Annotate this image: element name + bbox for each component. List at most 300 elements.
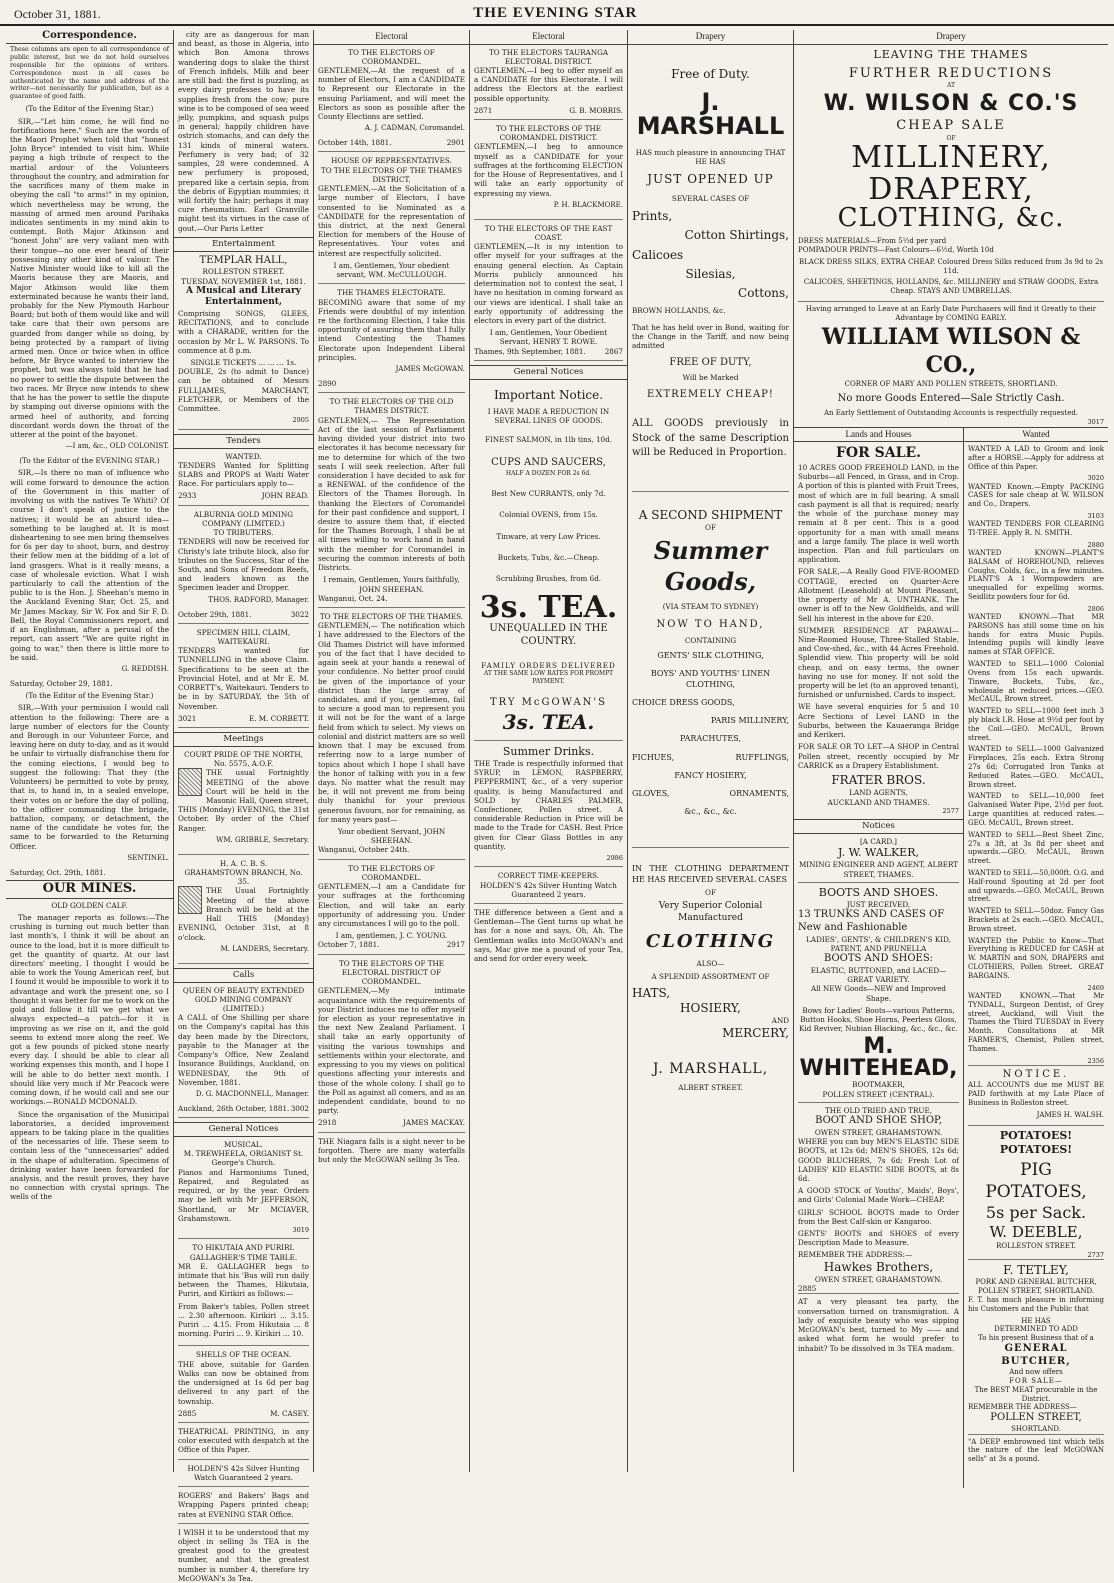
notice-title: NOTICE. bbox=[968, 1065, 1104, 1082]
prints-line: Prints, bbox=[632, 208, 673, 223]
correspondence-heading: Correspondence. bbox=[6, 30, 173, 44]
mines-report: The manager reports as follows:—The crushing is turning out much better than last month's, I think it will be about an ounce to the load, but it is more difficult to get the quantity of quartz. At our last directors' meeting, I thought I would be able to work the Young American reef, but I found it would be impossible to work it to advantage and work the present one, so I thought it was better for me to work on the gold and follow it till we get what we always expected—a patch—for it is improving as we rise on it, and the gold seems to extend more along the reef. We got a few pounds of picked stone nearly every day. I should be able to clear all working expenses this month, and I hope I will be able to do better next month. I should like very much if Mr Peacock were coming down, if he would call and see our workings.—RONALD MCDONALD. bbox=[10, 912, 169, 1107]
mcgowan-notice-ad bbox=[474, 388, 623, 741]
young-signature: I am, gentlemen, J. C. YOUNG. bbox=[335, 931, 448, 941]
remember-address-2: REMEMBER THE ADDRESS— bbox=[968, 1403, 1077, 1412]
young-title: TO THE ELECTORS OF COROMANDEL. bbox=[348, 863, 435, 882]
wanted-label: WANTED. bbox=[225, 451, 262, 461]
ad-number: 2905 bbox=[292, 416, 309, 425]
morris-ad bbox=[474, 48, 623, 121]
land-agents: LAND AGENTS, bbox=[849, 788, 908, 798]
now-to-hand: NOW TO HAND, bbox=[656, 619, 765, 631]
rowe-signature: I am, Gentlemen, Your Obedient Servant, HENRY T. ROWE. bbox=[489, 328, 608, 347]
sheehan-old-thames-date: Wanganui, Oct. 24. bbox=[318, 593, 388, 603]
sheehan-old-thames-text: GENTLEMEN,— The Representation Act of the last session of Parliament having divided your district into two electorates it has become necessary for me to determine for which of the two seats I will seek reelection. After full consideration I have decided to ask for a RENEWAL of the confidence of the Electors of the Thames Borough. In thanking the Electors of Coromandel for their past confidence and support, I desire to assure them that, if elected for the Thames Borough, I shall be at all times willing to work hand in hand with the member for Coromandel in securing the common interests of both Districts. bbox=[318, 415, 465, 573]
sheet-zinc-ad: WANTED to SELL—Best Sheet Zinc, 27s a 3ft, at 3s 8d per sheet and upwards.—GEO. McCAUL, Brown street. bbox=[968, 830, 1104, 866]
time-keepers-ad bbox=[474, 871, 623, 904]
will-be-marked: Will be Marked bbox=[682, 373, 739, 383]
cadman-date: October 14th, 1881. bbox=[318, 138, 392, 148]
musical-label: MUSICAL. bbox=[224, 1140, 263, 1150]
ad-number: 2871 bbox=[474, 105, 493, 115]
clothing-script: CLOTHING bbox=[645, 931, 776, 953]
william-wilson-name: WILLIAM WILSON & CO., bbox=[821, 324, 1081, 379]
superior-colonial: Very Superior Colonial Manufactured bbox=[658, 901, 763, 923]
letter2-date: Saturday, October 29, 1881. bbox=[10, 678, 113, 688]
hacbs-text: THE Usual Fortnightly Meeting of the above Branch will be held at the Hall THIS (Monday) EVENING, October 31st, at 8 o'clock. bbox=[178, 886, 309, 942]
gents-silk-clothing: GENTS' SILK CLOTHING, bbox=[657, 651, 764, 661]
shortland: SHORTLAND. bbox=[1011, 1424, 1061, 1433]
auckland-thames: AUCKLAND AND THAMES. bbox=[827, 797, 930, 807]
morris-signature: G. B. MORRIS. bbox=[569, 105, 623, 115]
wilson-ad bbox=[794, 30, 1108, 427]
templar-hall-title: TEMPLAR HALL, bbox=[199, 254, 288, 266]
tetley-address: POLLEN STREET, SHORTLAND. bbox=[977, 1287, 1095, 1296]
harp-emblem-icon bbox=[178, 886, 202, 914]
general-notices-heading: General Notices bbox=[174, 1122, 313, 1137]
ad-number: 2885 bbox=[178, 1408, 197, 1418]
tetley-informing: F. T. has much pleasure in informing his Customers and the Public that bbox=[968, 1295, 1104, 1313]
rowe-date: Thames, 9th September, 1881. bbox=[474, 346, 586, 356]
time-keepers-title: CORRECT TIME-KEEPERS. bbox=[497, 871, 600, 881]
galvanized-fireplaces-ad: WANTED to SELL—1000 Galvanized Fireplaces, 25s each. Extra Strong 27s 6d; Corrugated Iron Tanks at Reduced Rates.—GEO. McCAUL, Brown street. bbox=[968, 745, 1104, 789]
ad-number: 2577 bbox=[942, 806, 959, 815]
boys-linen-clothing: BOYS' AND YOUTHS' LINEN CLOTHING, bbox=[650, 669, 771, 689]
boots-and-shoes-title: BOOTS AND SHOES. bbox=[818, 885, 939, 899]
second-shipment: A SECOND SHIPMENT bbox=[638, 507, 783, 522]
all-new-goods: All NEW Goods—NEW and Improved Shape. bbox=[810, 984, 947, 1003]
ad-number: 2933 bbox=[178, 491, 197, 501]
family-orders: FAMILY ORDERS DELIVERED bbox=[481, 660, 616, 670]
pork-butcher: PORK AND GENERAL BUTCHER, bbox=[975, 1278, 1097, 1287]
calicoes-sheetings: CALICOES, SHEETINGS, HOLLANDS, &c. MILLINERY and STRAW GOODS, Extra Cheap. STAYS AND UMBRELLAS. bbox=[803, 278, 1099, 296]
no-more-goods: No more Goods Entered—Sale Strictly Cash. bbox=[837, 392, 1065, 404]
ad-number: 3019 bbox=[292, 1225, 309, 1234]
cadman-title: TO THE ELECTORS OF COROMANDEL. bbox=[348, 47, 435, 66]
old-tried-true: THE OLD TRIED AND TRUE, bbox=[825, 1105, 932, 1115]
marshall-name: J. MARSHALL bbox=[636, 87, 785, 140]
hosiery-line: HOSIERY, bbox=[680, 1001, 741, 1016]
summer-drinks-text: THE Trade is respectfully informed that SYRUP, in LEMON, RASPBERRY, PEPPERMINT, &c., of a very superior quality, is being Manufactured and SOLD by CHARLES PALMER, Confectioner, Pollen street. A considerable Reduction in Price will be made to the Trade for CASH. Best Price given for Clear Glass Bottles in any quantity. bbox=[474, 758, 623, 851]
walsh-accounts-notice: ALL ACCOUNTS due me MUST BE PAID forthwith at my Late Place of Business in Rolleston street. bbox=[968, 1081, 1104, 1108]
water-pipe-ad: WANTED to SELL—10,000 feet Galvanised Water Pipe, 2½d per foot. Large quantities at reduced rates.—GEO. McCAUL, Brown street. bbox=[968, 792, 1104, 827]
letter1-body: SIR,—"Let him come, he will find no fortifications here." Such are the words of the Maori Prophet when told that "honest John Bryce" intended to visit him. While paying a high tribute of respect to the martial ardour of the Volunteers throughout the country, and admiration for the sacrifices many of them make in obeying the call "to arms!" in my opinion, which nevertheless may be wrong, the massing of armed men around Parihaka indicates sentiments in my mind akin to contempt. Both Major Atkinson and "honest John" are very valiant men with their tongue—no one ever heard of their possessing any other kind of valour. The Native Minister would like to kill all the Maoris because they are Maoris, and Major Atkinson would like them exterminated because he wants their land, probably for the New Plymouth Harbour Board; but both of them would like and will take care that their own persons are guarded from danger while so doing, by being protected by a rampart of living armed men. Once or twice when in office before, Mr Bryce wanted to interview the prophet, but was always told that he had no power to settle the dispute between the two races. Mr Bryce now intends to shew that he has the power to settle the dispute by stamping out diverse opinions with the armed heel of authority, and forcing discordant words down the throat of the utterer at the point of the bayonet. bbox=[10, 116, 169, 440]
ladies-gents-children: LADIES', GENTS', & CHILDREN'S KID, PATENT, AND PRUNELLA bbox=[806, 934, 951, 953]
rolleston-street: ROLLESTON STREET. bbox=[996, 1242, 1076, 1251]
sheehan-thames-text: GENTLEMEN,— The notification which I have addressed to the Electors of the Old Thames District will have informed you of the fact that I have decided to again seek at your hands a renewal of your confidence. No better proof could be given of the importance of your district than the large array of candidates, and if you, gentlemen, fail to secure a good man to represent you it will not be for the want of a large field from which to select. My views on colonial and district matters are so well known that I may be excused from referring now to a large number of topics about which I hope I shall have the honor of talking with you in a few days. No matter what the result may be, it will not prevent me from being duly thankful for your previous generous favours, nor for remaining, as for many years past— bbox=[318, 621, 465, 824]
specimen-hill-text: TENDERS wanted for TUNNELLING in the above Claim. Specifications to be seen at the Provincial Hotel, and at Mr E. M. CORBETT's, Waitekauri. Tenders to be in by SATURDAY, the 5th of November. bbox=[178, 646, 309, 711]
wanted-heading: Wanted bbox=[964, 428, 1108, 442]
tetley-name: F. TETLEY, bbox=[968, 1259, 1104, 1278]
hikutaia-bus-ad bbox=[178, 1243, 309, 1346]
blackmore-title: TO THE ELECTORS OF THE COROMANDEL DISTRICT. bbox=[495, 124, 602, 143]
present-business: To his present Business that of a bbox=[978, 1334, 1094, 1343]
mens-boots-prices: WHERE you can buy MEN'S ELASTIC SIDE BOOTS, at 12s 6d; MEN'S SHOES, 12s 6d; GOOD BLUCHERS, 7s 6d; Fresh Lot of LADIES' KID ELASTIC SIDE BOOTS, at 8s 6d. bbox=[798, 1137, 959, 1183]
ad-number: 3021 bbox=[178, 713, 197, 723]
column-electoral-1 bbox=[314, 30, 470, 1472]
bootmaker-label: BOOTMAKER, bbox=[852, 1080, 905, 1090]
walker-details: MINING ENGINEER AND AGENT, ALBERT STREET, THAMES. bbox=[798, 860, 959, 882]
family-orders-terms: AT THE SAME LOW RATES FOR PROMPT PAYMENT. bbox=[483, 670, 614, 685]
five-roomed-cottage-ad: FOR SALE,—A Really Good FIVE-ROOMED COTTAGE, erected on Quarter-Acre Allotment (Leasehold) at Mount Pleasant, the property of Mr A. UNTHANK. The owner is off to the New Goldfields, and will Sell his interest in the above for £20. bbox=[798, 567, 959, 623]
further-reductions: FURTHER REDUCTIONS bbox=[848, 65, 1054, 81]
important-notice-title: Important Notice. bbox=[493, 387, 604, 402]
blackmore-text: GENTLEMEN,—I beg to announce myself as a CANDIDATE for your suffrages at the forthcoming ELECTION for the House of Representatives, and I will take an early opportunity of expressing my views. bbox=[474, 142, 623, 198]
whitehead-name: M. WHITEHEAD, bbox=[799, 1034, 958, 1082]
electoral-heading-2: Electoral bbox=[470, 30, 627, 45]
via-steam: (VIA STEAM TO SYDNEY) bbox=[662, 601, 759, 611]
gents-boots-measure: GENTS' BOOTS and SHOES of every Description Made to Measure. bbox=[798, 1229, 959, 1248]
lower-columns bbox=[794, 427, 1108, 1488]
cups-line: CUPS AND SAUCERS, bbox=[491, 456, 606, 468]
paris-millinery: PARIS MILLINERY, bbox=[710, 716, 789, 726]
acre-sections-ad: WE have several enquiries for 5 and 10 Acre Sections of Level LAND in the Suburbs, between the Kauaeranga Bridge and Kerikeri. bbox=[798, 702, 959, 740]
albert-street: ALBERT STREET. bbox=[678, 1082, 743, 1092]
tender-slabs-ad bbox=[178, 452, 309, 506]
electoral-heading: Electoral bbox=[314, 30, 469, 45]
currants-line: Best New CURRANTS, only 7d. bbox=[491, 489, 606, 499]
fichues-ruffling: FICHUES, RUFFLINGS, bbox=[632, 752, 789, 762]
morris-text: GENTLEMEN,—I beg to offer myself as a CANDIDATE for this Electorate. I will address the Electors at the earliest possible opportunity. bbox=[474, 65, 623, 103]
letter3-date: Saturday, Oct. 29th, 1881. bbox=[10, 867, 106, 877]
deep-embrowned-tea-ad: "A DEEP embrowned tint which tells the nature of the leaf McGOWAN sells" at 3s a pound. bbox=[968, 1434, 1104, 1464]
queen-of-beauty-text: A CALL of One Shilling per share on the Company's capital has this day been made by the Directors, payable to the Manager at the Company's Office, New Zealand Insurance Buildings, Auckland, on WEDNESDAY, the 9th of November, 1881. bbox=[178, 1013, 309, 1087]
tender-slabs-text: TENDERS Wanted for Splitting SLABS and PROPS at Waiti Water Race. For particulars apply to— bbox=[178, 460, 309, 489]
hacbs-signature: M. LANDERS, Secretary. bbox=[220, 944, 309, 953]
alburnia-title: ALBURNIA GOLD MINING COMPANY (LIMITED.) bbox=[193, 509, 294, 528]
extremely-cheap: EXTREMELY CHEAP! bbox=[647, 388, 774, 400]
having-arranged: Having arranged to Leave at an Early Date Purchasers will find it Greatly to their Advantage by COMING EARLY. bbox=[798, 301, 1104, 323]
mines-subheading: OLD GOLDEN CALF. bbox=[51, 900, 128, 910]
ad-number: 3017 bbox=[1087, 418, 1104, 427]
summer-drinks-title: Summer Drinks. bbox=[502, 744, 595, 758]
ad-number: 2867 bbox=[604, 346, 623, 356]
specimen-hill-title: SPECIMEN HILL CLAIM, WAITEKAURI. bbox=[196, 627, 291, 646]
all-goods-reduced: ALL GOODS previously in Stock of the same Description will be Reduced in Proportion. bbox=[632, 417, 789, 492]
column-entertainment bbox=[174, 30, 314, 1583]
calls-heading: Calls bbox=[174, 968, 313, 983]
gloves-ornaments: GLOVES, ORNAMENTS, bbox=[632, 789, 789, 798]
alburnia-signature: THOS. RADFORD, Manager. bbox=[208, 595, 309, 604]
sheehan-old-thames-signature: I remain, Gentlemen, Yours faithfully, JOHN SHEEHAN. bbox=[323, 575, 460, 594]
single-tickets: SINGLE TICKETS ... ... ... 1s. bbox=[190, 358, 297, 368]
potatoes-heading: POTATOES! POTATOES! bbox=[968, 1125, 1104, 1157]
ad-number: 2986 bbox=[606, 854, 623, 863]
foresters-emblem-icon bbox=[178, 768, 202, 796]
wanted-lad-ad: WANTED A LAD to Groom and look after a HORSE.—Apply for address at Office of this Paper. bbox=[968, 444, 1104, 471]
ad-number: 2917 bbox=[446, 940, 465, 950]
letter1-signature: —I am, &c., OLD COLONIST. bbox=[65, 442, 169, 451]
cadman-ad bbox=[318, 48, 465, 153]
gent-tea-ad: THE difference between a Gent and a Gentleman—The Gent turns up what he has for a nose and says, Oh, Ah. The Gentleman walks into McGOWAN's and says, Mac give me a pound of your Tea, and send for order every week. bbox=[474, 908, 623, 964]
owen-street: OWEN STREET, GRAHAMSTOWN. bbox=[814, 1127, 943, 1137]
ad-number: 2918 bbox=[318, 1118, 337, 1128]
reduction-notice: I HAVE MADE A REDUCTION IN SEVERAL LINES OF GOODS. bbox=[487, 407, 610, 426]
tenders-heading: Tenders bbox=[174, 434, 313, 449]
etcetera: &c., &c., &c. bbox=[632, 807, 789, 848]
thames-electorate-title: THE THAMES ELECTORATE. bbox=[337, 288, 446, 298]
hikutaia-title: TO HIKUTAIA AND PURIRI. bbox=[192, 1243, 295, 1253]
tinware-line: Tinware, at very Low Prices. bbox=[496, 531, 601, 541]
queen-of-beauty-ad bbox=[178, 986, 309, 1119]
ad-number: 2737 bbox=[1087, 1251, 1104, 1260]
time-table-label: GALLAGHER'S TIME TABLE. bbox=[189, 1252, 298, 1262]
cups-price: HALF A DOZEN FOR 2s 6d. bbox=[505, 469, 592, 477]
thames-electorate-text: BECOMING aware that some of my Friends were doubtful of my intention re the forthcoming Election, I take this opportunity of assuring them that I fully intend Contesting the Thames Electorate upon Independent Liberal principles. bbox=[318, 297, 465, 362]
sheehan-thames-signature: Your obedient Servant, JOHN SHEEHAN. bbox=[337, 827, 446, 846]
specimen-hill-signature: E. M. CORBETT. bbox=[248, 713, 309, 723]
niagara-tea-ad: THE Niagara falls is a sight never to be forgotten. There are many waterfalls but only the McGOWAN selling 3s Tea. bbox=[318, 1136, 465, 1165]
court-pride-title: COURT PRIDE OF THE NORTH, No. 5575, A.O.F. bbox=[184, 749, 303, 769]
of-label-2: OF bbox=[705, 887, 716, 897]
morris-title: TO THE ELECTORS TAURANGA ELECTORAL DISTRICT. bbox=[488, 47, 609, 66]
bows-ladies-boots: Bows for Ladies' Boots—various Patterns, Button Hooks, Shoe Horns, Peerless Gloss, Kid Reviver, Nubian Blacking, &c., &c., &c. bbox=[799, 1005, 958, 1034]
musical-entertainment-title: A Musical and Literary Entertainment, bbox=[186, 285, 301, 308]
summer-residence-ad: SUMMER RESIDENCE AT PARAWAI—Nine-Roomed House, Three-Stalled Stable, and Cow-shed, &c., with 44 Acres Freehold. Splendid view. This property will be sold cheap, and on easy terms, the owner having no use for money. If not sold the property will be let (to an approved tenant), furnished or unfurnished. Cards to inspect. bbox=[798, 625, 959, 700]
free-of-duty-2: FREE OF DUTY, bbox=[669, 356, 752, 368]
marshall-announcing: HAS much pleasure in announcing THAT HE HAS bbox=[635, 147, 786, 167]
meetings-heading: Meetings bbox=[174, 732, 313, 747]
several-cases: SEVERAL CASES OF bbox=[671, 193, 750, 203]
frater-bros: FRATER BROS. bbox=[831, 773, 926, 788]
court-pride-text: THE usual Fortnightly MEETING of the above Court will be held in the Masonic Hall, Queen street, THIS (Monday) EVENING, the 31st October. By order of the Chief Ranger. bbox=[178, 768, 309, 833]
just-opened-up: JUST OPENED UP bbox=[647, 172, 774, 187]
rogers-bags-ad: ROGERS' and Bakers' Bags and Wrapping Papers printed cheap; rates at EVENING STAR Office. bbox=[178, 1491, 309, 1524]
general-butcher: GENERAL BUTCHER, bbox=[1001, 1343, 1071, 1367]
ad-number: 2901 bbox=[446, 138, 465, 148]
letter2-signature: G. REDDISH. bbox=[121, 665, 169, 673]
for-sale-label: FOR SALE— bbox=[1009, 1377, 1063, 1386]
try-mcgowans: TRY McGOWAN'S bbox=[489, 697, 608, 709]
determined-to-add: DETERMINED TO ADD bbox=[994, 1325, 1078, 1334]
elastic-buttoned: ELASTIC, BUTTONED, and LACED—GREAT VARIETY. bbox=[810, 965, 947, 985]
shells-title: SHELLS OF THE OCEAN. bbox=[196, 1350, 291, 1360]
buckets-line: Buckets, Tubs, &c.—Cheap. bbox=[497, 552, 600, 562]
municipal-laboratories-article: Since the organisation of the Municipal laboratories, a decided improvement appears to be taking place in the qualities of the necessaries of life. These seem to contain less of the "unnecessaries" added in the shape of adulteration. Specimens of drinking water have been forwarded for analysis, and the result proves, they have no connection with crystal springs. The wells of the bbox=[10, 1109, 169, 1202]
theatrical-printing-ad: THEATRICAL PRINTING, in any color executed with despatch at the Office of this Paper. bbox=[178, 1427, 309, 1460]
cotton-shirtings-line: Cotton Shirtings, bbox=[684, 228, 789, 243]
marshall-name-2: J. MARSHALL, bbox=[652, 1060, 769, 1077]
shop-to-let-ad: FOR SALE OR TO LET—A SHOP in Central Pollen street, recently occupied by Mr CARRICK as a Drapery Establishment. bbox=[798, 742, 959, 770]
court-pride-signature: WM. GRIBBLE, Secretary. bbox=[216, 835, 309, 844]
deeble-name: W. DEEBLE, bbox=[989, 1223, 1083, 1242]
dress-materials: DRESS MATERIALS—From 5½d per yard bbox=[798, 236, 947, 245]
pompadour-prints: POMPADOUR PRINTS—Fast Colours—6½d, Worth 10d bbox=[798, 245, 994, 254]
double-tickets: DOUBLE, 2s (to admit to Dance) can be obtained of Messrs FULLJAMES, MARCHANT, FLETCHER, or Members of the Committee. bbox=[178, 367, 309, 414]
splendid-assortment: A SPLENDID ASSORTMENT OF bbox=[651, 972, 770, 982]
he-has: HE HAS bbox=[1021, 1316, 1051, 1325]
alburnia-text: TENDERS will now be received for Christy's late tribute block, also for tributes on the Success, Star of the South, and Sons of Freedom Reefs, and leaders known as the Specimen leader and Dropper. bbox=[178, 537, 309, 593]
queen-of-beauty-signature: D. G. MACDONNELL, Manager. bbox=[195, 1089, 309, 1098]
sheehan-thames-date: Wanganui, October 24th. bbox=[318, 845, 410, 855]
ovens-line: Colonial OVENS, from 15s. bbox=[499, 510, 598, 520]
correspondence-disclaimer: These columns are open to all correspondence of public interest, but we do not hold ourselves responsible for the opinions of writers. Correspondence must in all cases be authenticated by the name and address of the writer—not necessarily for publication, but as a guarantee of good faith. bbox=[10, 45, 169, 101]
young-date: October 7, 1881. bbox=[318, 940, 380, 950]
paris-letter-continued: city are as dangerous for man and beast, as those in Algeria, into which Bon Amona throws wandering dogs to slake the thirst of French infidels. Milk and beer are still bad: the first is puzzling, as every dairy professes to have its supplies fresh from the cow; pure wine is to be composed of sea weed jelly, pumpkins, and squash pulps in general; happily children have ostrich stomachs, and can defy the 131 kinds of mineral waters. Perfumery is very bad; of 32 samples, 28 were condemned. A new perfumery is proposed, prepared like a certain sepia, from the debris of Egyptian mummies; it will fortify the hair; perhaps it may cure rheumatism. Earl Granville might test its virtues in the case of gout.—Our Paris Letter bbox=[178, 30, 309, 233]
mccullough-text: GENTLEMEN,—At the Solicitation of a large number of Electors, I have consented to be Nominated as a CANDIDATE for the representation of this district, at the next General Election for members of the House of Representatives. Your votes and interest are respectfully solicited. bbox=[318, 184, 465, 258]
entertainment-heading: Entertainment bbox=[174, 237, 313, 252]
alburnia-date: October 29th, 1881. bbox=[178, 609, 252, 619]
column-correspondence bbox=[6, 30, 174, 1472]
musical-tuning-ad bbox=[178, 1140, 309, 1239]
mackay-ad bbox=[318, 959, 465, 1133]
shells-ad bbox=[178, 1350, 309, 1423]
court-pride-ad bbox=[178, 750, 309, 855]
cadman-text: GENTLEMEN,—At the request of a number of Electors, I am a CANDIDATE to Represent our Electorate in the ensuing Parliament, and will meet the Electors as soon as possible after the County Elections are settled. bbox=[318, 65, 465, 122]
rowe-text: GENTLEMEN,—It is my intention to offer myself for your suffrages at the ensuing general election. As Captain Morris publicly announced his determination not to contest the seat, I have no hesitation in coming forward as our views are identical. I shall take an early opportunity of addressing the electors in every part of the district. bbox=[474, 242, 623, 325]
hikutaia-timetable: From Baker's tables, Pollen street ... 2.30 afternoon. Kirikiri ... 3.15. Puriri ... 4.15. From Hikutaia ... 8 morning. Puriri ... 9. Kirikiri ... 10. bbox=[178, 1301, 309, 1339]
wilson-ad-headline bbox=[798, 48, 1104, 233]
musical-entertainment-details: Comprising SONGS, GLEES, RECITATIONS, and to conclude with a CHARADE, written for the occasion by Mr L. W. PARSONS. To commence at 8 p.m. bbox=[178, 308, 309, 355]
also-label: ALSO— bbox=[696, 959, 725, 969]
mcgowan-electorate-ad bbox=[318, 288, 465, 393]
drapery-heading: Drapery bbox=[628, 30, 793, 45]
column-electoral-2 bbox=[470, 30, 628, 1472]
hawkes-brothers: Hawkes Brothers, bbox=[823, 1259, 934, 1274]
letter3-body: SIR,—With your permission I would call attention to the following: There are a large number of electors for the County and Borough in our Volunteer Force, and leaving here on duty to-day, and as it would be unfair to virtually disfranchise them for the coming elections, I would beg to suggest the following: That they (the Volunteers) be permitted to vote by proxy, that is, to hand in, in a sealed envelope, their votes on or before the day of polling, to the officer commanding the brigade, battalion, company, or detachment, the name of the candidate he votes for, the same to be forwarded to the Returning Officer. bbox=[10, 703, 170, 851]
alburnia-tender-ad bbox=[178, 510, 309, 624]
whitehead-address: POLLEN STREET (CENTRAL). bbox=[798, 1090, 959, 1103]
and-label: AND bbox=[771, 1016, 789, 1026]
young-ad bbox=[318, 864, 465, 955]
try-tea: 3s. TEA. bbox=[502, 710, 595, 735]
notices-heading: Notices bbox=[794, 819, 963, 834]
wilson-address: CORNER OF MARY AND POLLEN STREETS, SHORTLAND. bbox=[844, 379, 1058, 388]
tender-slabs-signature: JOHN READ. bbox=[261, 491, 309, 501]
clothing-department: IN THE CLOTHING DEPARTMENT HE HAS RECEIVED SEVERAL CASES bbox=[632, 864, 789, 884]
sheehan-old-thames-ad bbox=[318, 397, 465, 608]
walsh-signature: JAMES H. WALSH. bbox=[1036, 1110, 1104, 1119]
plants-balsam-ad: WANTED KNOWN—PLANT'S BALSAM of HOREHOUND, relieves Coughs, Colds, &c., in a few minutes. PLANT'S A 1 Wormpowders are unequalled for expelling worms. Seidlitz powders four for 6d. bbox=[968, 548, 1104, 602]
cheap-sale: CHEAP SALE bbox=[896, 118, 1006, 134]
ad-number: 2356 bbox=[1087, 1056, 1104, 1065]
mcgowan-tea-ad: I WISH it to be understood that my object in selling 3s TEA is the greatest good to the greatest number, and that the greatest number is number 4, therefore try McGOWAN's 3s Tea. bbox=[178, 1527, 309, 1583]
mackay-signature: JAMES MACKAY. bbox=[402, 1118, 465, 1128]
ad-number: 3002 bbox=[290, 1103, 309, 1113]
general-notices-heading-2: General Notices bbox=[470, 365, 627, 380]
parsons-music-ad: WANTED KNOWN.—That MR PARSONS has still some time on his hands for extra Music Pupils. Intending pupils will kindly leave names at STAR OFFICE. bbox=[968, 613, 1104, 657]
early-settlement: An Early Settlement of Outstanding Accounts is respectfully requested. bbox=[823, 409, 1079, 418]
column-drapery-wilson bbox=[794, 30, 1108, 1472]
summer-goods: Summer Goods, bbox=[653, 536, 768, 597]
tributers-label: TO TRIBUTERS. bbox=[213, 528, 274, 538]
letter2-heading: (To the Editor of the EVENING STAR.) bbox=[19, 456, 160, 466]
blackmore-ad bbox=[474, 124, 623, 220]
hacbs-branch: GRAHAMSTOWN BRANCH, No. 35. bbox=[184, 867, 303, 887]
tyndall-dentist-ad: WANTED KNOWN,—That Mr TYNDALL, Surgeon Dentist, of Grey street, Auckland, will Visit the Thames the Third TUESDAY in Every Month. Consultations at MR FARMER'S, Chemist, Pollen street, Thames. bbox=[968, 991, 1104, 1053]
sheehan-old-thames-title: TO THE ELECTORS OF THE OLD THAMES DISTRICT. bbox=[329, 397, 454, 416]
wanted-packing-cases-ad: WANTED Known.—Empty PACKING CASES for sale cheap at W. WILSON and Co., Drapers. bbox=[968, 482, 1104, 509]
spouting-ad: WANTED to SELL—50,000ft. O.G. and Half-round Spouting at 2d per foot and upwards.—GEO. McCAUL, Brown street. bbox=[968, 868, 1104, 904]
pollen-street: POLLEN STREET, bbox=[990, 1412, 1082, 1424]
specimen-hill-ad bbox=[178, 628, 309, 728]
ten-acres-ad: 10 ACRES GOOD FREEHOLD LAND, in the Suburbs—all Fenced, in Grass, and in Crop. A portion of this is planted with Fruit Trees, most of which are in full bearing. A small cash payment is all that is required; nearly the whole of the purchase money may remain at 8 per cent. This is a good opportunity for a man with small means and a large family. The place is well worth inspection. Plan and full particulars on application. bbox=[798, 463, 959, 565]
hikutaia-text: MR E. GALLAGHER begs to intimate that his 'Bus will run daily between the Thames, Hikutaia, Puriri, and Kirikiri as follows:— bbox=[178, 1261, 309, 1299]
ad-number: 3022 bbox=[290, 609, 309, 619]
rowe-title: TO THE ELECTORS OF THE EAST COAST. bbox=[484, 223, 613, 242]
hawkes-address: OWEN STREET, GRAHAMSTOWN. bbox=[814, 1275, 943, 1285]
letter1-heading: (To the Editor of the Evening Star.) bbox=[25, 104, 154, 114]
letter2-body: SIR,—Is there no man of influence who will come forward to denounce the action of the Government in this matter of involving us with the natives Te Whiti? Of course I don't speak of justice to the natives; it would be an absurd idea—something to be laughed at. It is most disheartening to see men bring themselves for 6s per day to shoot, burn, and destroy their fellow men at the bidding of a lot of land grasgers. What is it really means, a case of wholesale eviction. What I wish particularly to call the attention of the public to is the Hon. J. Sheehan's memo in the Auckland Evening Star, Oct. 25, and Mr James Mackay, Sir W. Fox and Sir F. D. Bell, the Royal Commissioners report, and if an Englishman, after a perusal of the report, can assert "We are quite right in going to war," then there is little more to be said. bbox=[10, 468, 169, 662]
walker-name: J. W. WALKER, bbox=[838, 846, 919, 860]
martin-son-ad: WANTED the Public to Know—That Everything is REDUCED for CASH at W. MARTIN and SON, DRAPERS and CLOTHIERS, Pollen Street. GREAT BARGAINS. bbox=[968, 936, 1104, 980]
newspaper-title: THE EVENING STAR bbox=[473, 5, 638, 21]
shells-text: THE above, suitable for Garden Walks can now be obtained from the undersigned at 1s 6d per bag delivered to any part of the township. bbox=[178, 1359, 309, 1406]
lands-heading: Lands and Houses bbox=[794, 428, 963, 443]
mines-heading: OUR MINES. bbox=[6, 880, 173, 899]
drapery-heading-2: Drapery bbox=[794, 30, 1108, 45]
good-stock: A GOOD STOCK of Youths', Maids', Boys', and Girls' Colonial Made Work—CHEAP. bbox=[798, 1186, 959, 1205]
free-of-duty: Free of Duty. bbox=[671, 66, 750, 81]
hacbs-title: H. A. C. B. S. bbox=[219, 858, 268, 868]
rowe-ad bbox=[474, 224, 623, 361]
mccullough-subtitle: TO THE ELECTORS OF THE THAMES DISTRICT. bbox=[320, 165, 463, 184]
for-sale-heading: FOR SALE. bbox=[835, 445, 921, 462]
column-wanted bbox=[964, 428, 1108, 1488]
ad-number: 2880 bbox=[1087, 540, 1104, 549]
card-label: [A CARD.] bbox=[860, 837, 897, 846]
choice-dress-goods: CHOICE DRESS GOODS, bbox=[632, 697, 735, 707]
hacbs-ad bbox=[178, 859, 309, 964]
blackmore-signature: P. H. BLACKMORE. bbox=[553, 200, 623, 209]
colonial-ovens-ad: WANTED to SELL—1000 Colonial Ovens from 15s each upwards. Tinware, Buckets, Tubs, &c., wholesale at reduced prices.—GEO. McCAUL, Brown street. bbox=[968, 660, 1104, 704]
salmon-line: FINEST SALMON, in 1lb tins, 10d. bbox=[485, 435, 612, 445]
thirteen-trunks: 13 TRUNKS AND CASES OF New and Fashionable bbox=[798, 909, 945, 933]
hats-line: HATS, bbox=[632, 985, 671, 1000]
three-shilling-tea: 3s. TEA. bbox=[479, 590, 618, 626]
ad-number: 2890 bbox=[318, 378, 337, 388]
letter3-signature: SENTINEL. bbox=[127, 853, 169, 862]
boots-and-shoes-label: BOOTS AND SHOES: bbox=[823, 953, 934, 965]
ad-number: 2806 bbox=[1087, 604, 1104, 613]
ad-number: 2469 bbox=[1087, 983, 1104, 992]
mccullough-title: HOUSE OF REPRESENTATIVES. bbox=[331, 156, 452, 166]
holden-watch-ad: HOLDEN'S 42s Silver Hunting Watch Guaranteed 2 years. bbox=[178, 1464, 309, 1487]
cottons-line: Cottons, bbox=[738, 286, 789, 301]
remember-address: REMEMBER THE ADDRESS:— bbox=[798, 1250, 913, 1260]
trewheela-title: M. TREWHEELA, ORGANIST St. George's Church. bbox=[183, 1149, 304, 1168]
wanted-ti-tree-ad: WANTED TENDERS FOR CLEARING TI-TREE. Apply R. N. SMITH. bbox=[968, 520, 1104, 537]
hose-ad: WANTED to SELL—1000 feet inch 3 ply black I.R. Hose at 9½d per foot by the Coil.—GEO. McCAUL, Brown street. bbox=[968, 707, 1104, 742]
now-offers: And now offers bbox=[1009, 1368, 1063, 1377]
gas-brackets-ad: WANTED to SELL—50doz. Fancy Gas Brackets at 2s each.—GEO. McCAUL, Brown street. bbox=[968, 907, 1104, 933]
thames-electorate-signature: JAMES McGOWAN. bbox=[395, 365, 465, 374]
clothing-etc: CLOTHING, &c. bbox=[837, 203, 1065, 234]
queen-of-beauty-date: Auckland, 26th October, 1881. bbox=[178, 1103, 290, 1113]
parachutes-line: PARACHUTES, bbox=[680, 734, 741, 744]
sheehan-thames-ad bbox=[318, 612, 465, 860]
trewheela-text: Pianos and Harmoniums Tuned, Repaired, and Regulated as required, or by the year. Orders may be left with Mr JEFFERSON, Shortland, or Mr MCIAVER, Grahamstown. bbox=[178, 1167, 309, 1223]
ad-number: 2885 bbox=[798, 1284, 817, 1294]
cadman-signature: A. J. CADMAN, Coromandel. bbox=[364, 124, 465, 133]
holden-watch-line: HOLDEN'S 42s Silver Hunting Watch Guaranteed 2 years. bbox=[480, 880, 617, 899]
queen-of-beauty-title: QUEEN OF BEAUTY EXTENDED GOLD MINING COMPANY (LIMITED.) bbox=[182, 985, 305, 1013]
boot-shoe-shop: BOOT AND SHOE SHOP, bbox=[815, 1115, 942, 1127]
pig-potatoes: PIG POTATOES, bbox=[985, 1160, 1087, 1202]
brown-hollands-line: BROWN HOLLANDS, &c. bbox=[632, 305, 726, 315]
sheehan-thames-title: TO THE ELECTORS OF THE THAMES. bbox=[319, 612, 464, 622]
mccullough-ad bbox=[318, 156, 465, 284]
templar-hall-date: TUESDAY, NOVEMBER 1st, 1881. bbox=[181, 276, 306, 286]
masthead bbox=[0, 0, 1114, 26]
fancy-hosiery: FANCY HOSIERY, bbox=[674, 770, 747, 780]
of-label-3: OF bbox=[946, 134, 956, 142]
at-label: AT bbox=[946, 82, 955, 90]
bond-notice: That he has held over in Bond, waiting for the Change in the Tariff, and now being admitted bbox=[632, 322, 789, 351]
of-label: OF bbox=[705, 523, 716, 533]
girls-school-boots: GIRLS' SCHOOL BOOTS made to Order from the Best Calf-skin or Kangaroo. bbox=[798, 1207, 959, 1226]
young-text: GENTLEMEN,—I am a Candidate for your suffrages at the forthcoming Election, and will take an early opportunity of addressing you. Under any circumstances I will go to the poll. bbox=[318, 882, 465, 929]
ad-number: 3020 bbox=[1087, 474, 1104, 483]
